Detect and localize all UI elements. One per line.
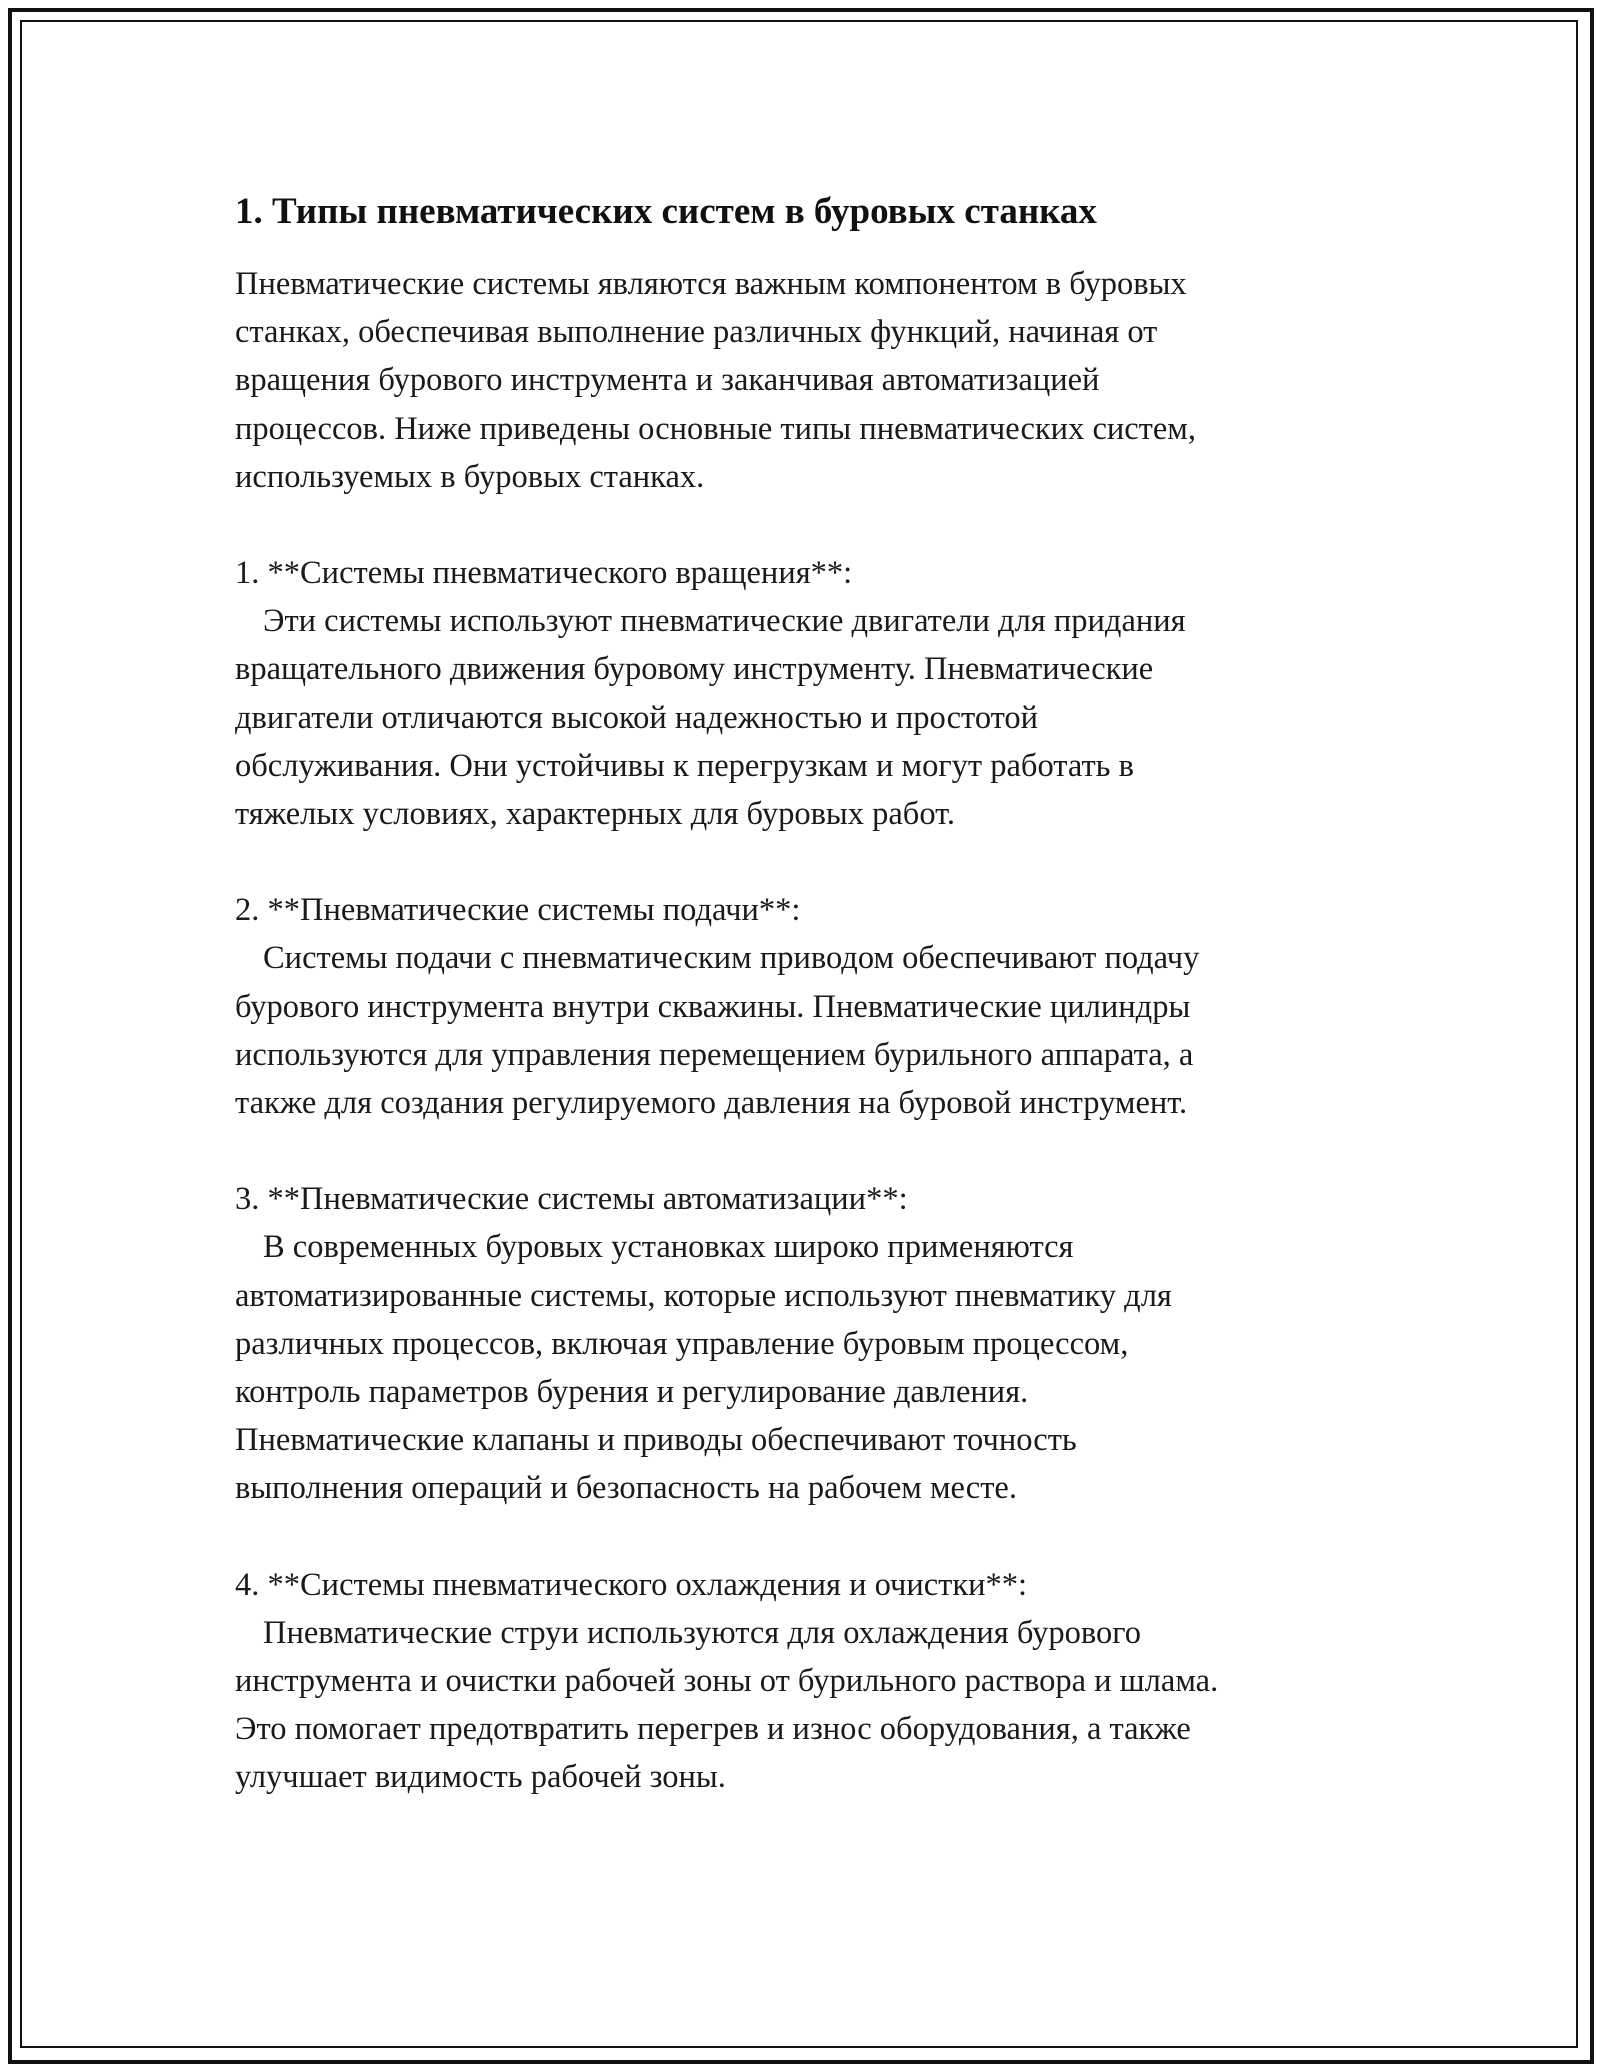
- section-4: [235, 1561, 1375, 1802]
- section-2: [235, 886, 1375, 1127]
- section-heading: 1. **Системы пневматического вращения**:: [235, 555, 853, 592]
- section-body: Системы подачи с пневматическим приводом обеспечивают подачу бурового инструмента внутри скважины. Пневматические цилиндры используются для управления перемещением бурильного аппарата, а также для создания регулируемого давления на буровой инструмент.: [235, 940, 1200, 1122]
- section-body: В современных буровых установках широко применяются автоматизированные системы, которые используют пневматику для различных процессов, включая управление буровым процессом, контроль параметров бурения и регулирование давления. Пневматические клапаны и приводы обеспечивают точность выполнения операций и безопасность на рабочем месте.: [235, 1229, 1172, 1507]
- section-heading: 3. **Пневматические системы автоматизации**:: [235, 1181, 908, 1218]
- document-title: 1. Типы пневматических систем в буровых станках: [235, 191, 1097, 232]
- section-1: [235, 549, 1375, 838]
- section-heading: 2. **Пневматические системы подачи**:: [235, 892, 801, 929]
- intro-paragraph: Пневматические системы являются важным компонентом в буровых станках, обеспечивая выполнение различных функций, начиная от вращения бурового инструмента и заканчивая автоматизацией процессов. Ниже приведены основные типы пневматических систем, используемых в буровых станках.: [235, 266, 1197, 495]
- section-body: Пневматические струи используются для охлаждения бурового инструмента и очистки рабочей зоны от бурильного раствора и шлама. Это помогает предотвратить перегрев и износ оборудования, а также улучшает видимость рабочей зоны.: [235, 1614, 1219, 1796]
- document-content: [235, 188, 1375, 1802]
- section-heading: 4. **Системы пневматического охлаждения и очистки**:: [235, 1566, 1028, 1603]
- section-3: [235, 1175, 1375, 1512]
- section-body: Эти системы используют пневматические двигатели для придания вращательного движения буровому инструменту. Пневматические двигатели отличаются высокой надежностью и простотой обслуживания. Они устойчивы к перегрузкам и могут работать в тяжелых условиях, характерных для буровых работ.: [235, 603, 1186, 833]
